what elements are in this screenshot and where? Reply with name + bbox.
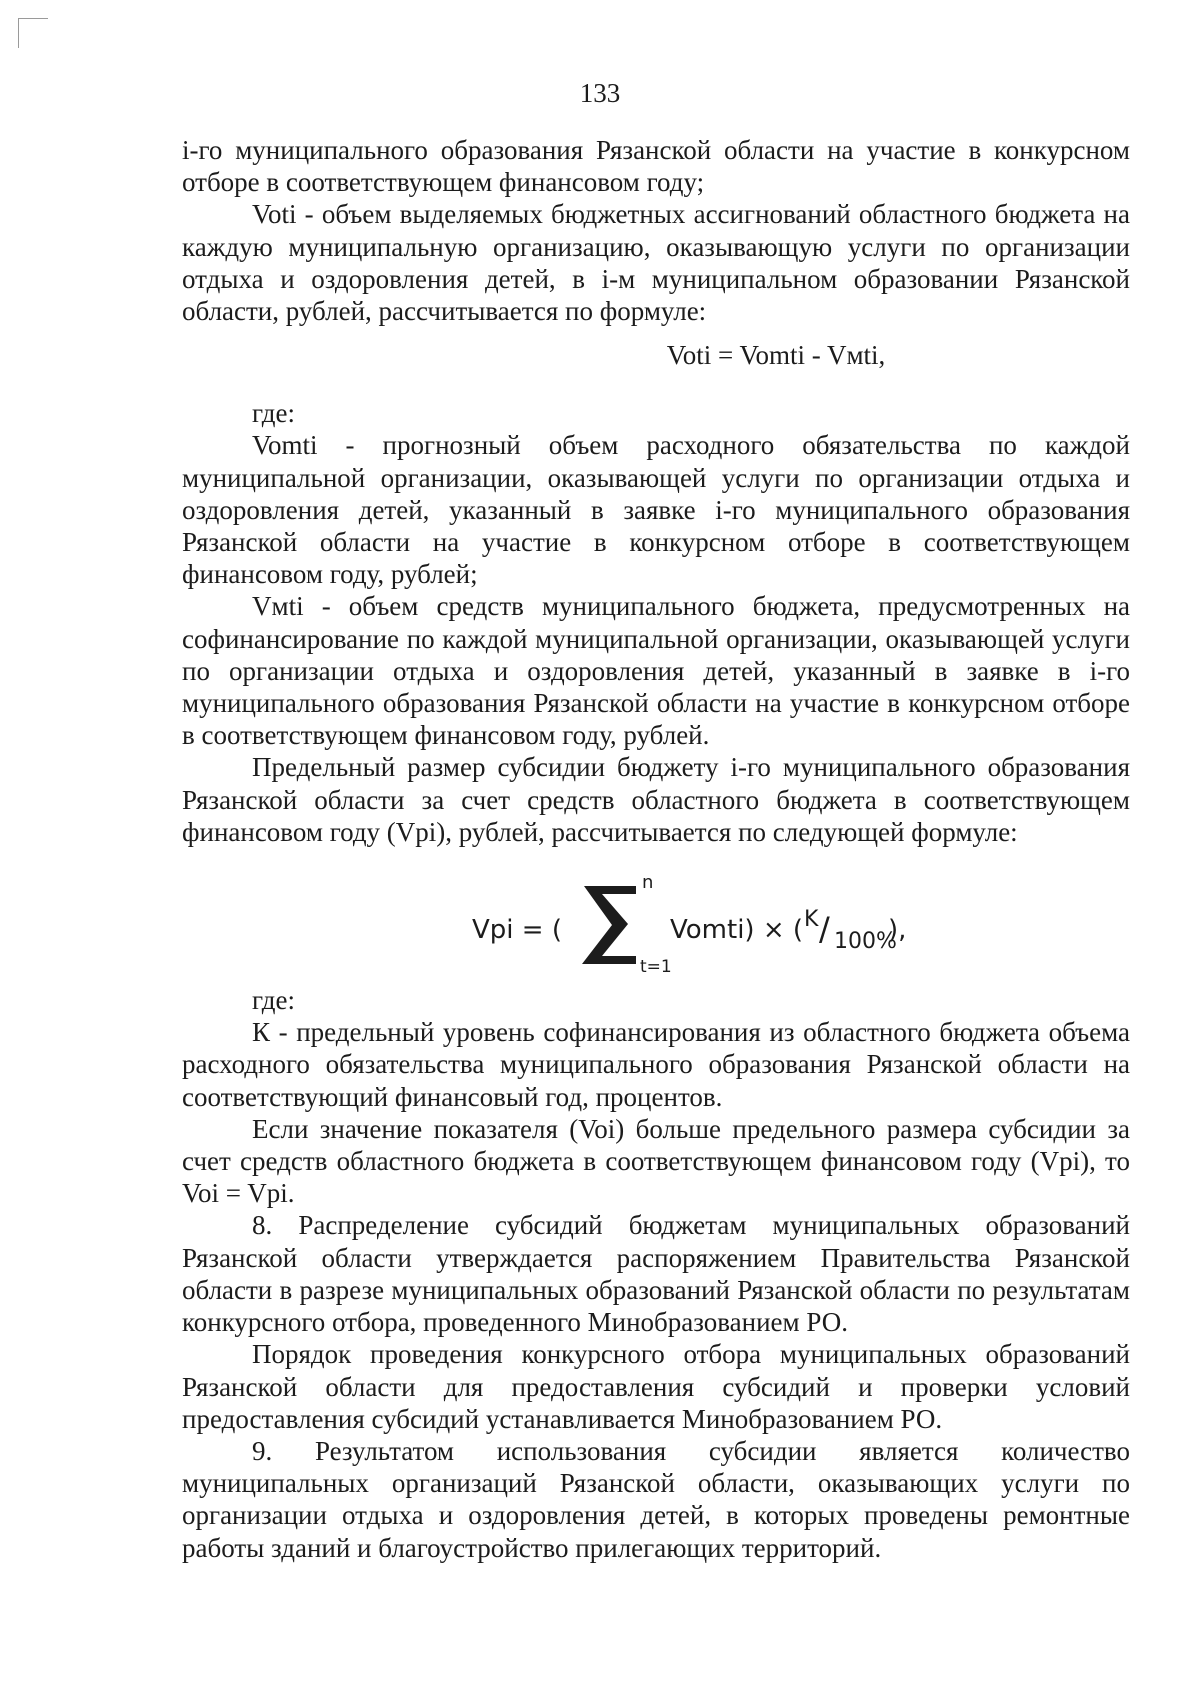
paragraph-selection-procedure: Порядок проведения конкурсного отбора муниципальных образований Рязанской области для предоставления субсидий и проверки условий предоставления субсидий устанавливается Минобразованием РО. <box>182 1339 1130 1434</box>
formula-summand: Vomti) × ( <box>670 915 804 946</box>
where-label-2: где: <box>252 985 295 1016</box>
where-label: где: <box>252 398 295 429</box>
formula-vpi-svg <box>182 862 1130 984</box>
fraction-denominator: 100% <box>834 929 897 955</box>
scan-corner-mark-vertical <box>18 18 19 48</box>
summation-sign-icon <box>582 886 636 964</box>
paragraph-continuation: i-го муниципального образования Рязанской области на участие в конкурсном отборе в соответствующем финансовом году; <box>182 135 1130 198</box>
formula-voti: Voti = Vomti - Vмti, <box>666 340 886 371</box>
paragraph-vomti-definition: Vomti - прогнозный объем расходного обязательства по каждой муниципальной организации, оказывающей услуги по организации отдыха и оздоровления детей, указанный в заявке i-го муниципального образования Рязанской области на участие в конкурсном отборе в соответствующем финансовом году, рублей; <box>182 430 1130 590</box>
fraction-slash: / <box>819 910 830 949</box>
paragraph-k-definition: К - предельный уровень софинансирования из областного бюджета объема расходного обязательства муниципального образования Рязанской области на соответствующий финансовый год, процентов. <box>182 1017 1130 1112</box>
formula-vpi <box>182 862 1130 984</box>
page-number: 133 <box>579 78 621 108</box>
sum-lower-limit: t=1 <box>640 957 672 978</box>
paragraph-voti-definition: Voti - объем выделяемых бюджетных ассигнований областного бюджета на каждую муниципальную организацию, оказывающую услуги по организации отдыха и оздоровления детей, в i-м муниципальном образовании Рязанской области, рублей, рассчитывается по формуле: <box>182 199 1130 327</box>
paragraph-voi-condition: Если значение показателя (Voi) больше предельного размера субсидии за счет средств областного бюджета в соответствующем финансовом году (Vpi), то Voi = Vpi. <box>182 1113 1130 1209</box>
formula-tail: ), <box>888 915 907 946</box>
document-body <box>182 134 1130 1564</box>
paragraph-item-9: 9. Результатом использования субсидии является количество муниципальных организаций Рязанской области, оказывающих услуги по организации отдыха и оздоровления детей, в которых проведены ремонтные работы зданий и благоустройство прилегающих территорий. <box>182 1435 1130 1563</box>
sum-upper-limit: n <box>642 872 654 894</box>
paragraph-vpi-intro: Предельный размер субсидии бюджету i-го муниципального образования Рязанской области за счет средств областного бюджета в соответствующем финансовом году (Vpi), рублей, рассчитывается по следующей формуле: <box>182 752 1130 847</box>
formula-lhs: Vpi = ( <box>472 915 562 946</box>
fraction-numerator: K <box>804 907 819 933</box>
scan-corner-mark-horizontal <box>18 18 48 19</box>
paragraph-item-8: 8. Распределение субсидий бюджетам муниципальных образований Рязанской области утверждается распоряжением Правительства Рязанской области в разрезе муниципальных образований Рязанской области по результатам конкурсного отбора, проведенного Минобразованием РО. <box>182 1210 1130 1338</box>
paragraph-vmti-definition: Vмti - объем средств муниципального бюджета, предусмотренных на софинансирование по каждой муниципальной организации, оказывающей услуги по организации отдыха и оздоровления детей, указанный в заявке в i-го муниципального образования Рязанской области на участие в конкурсном отборе в соответствующем финансовом году, рублей. <box>182 591 1130 751</box>
